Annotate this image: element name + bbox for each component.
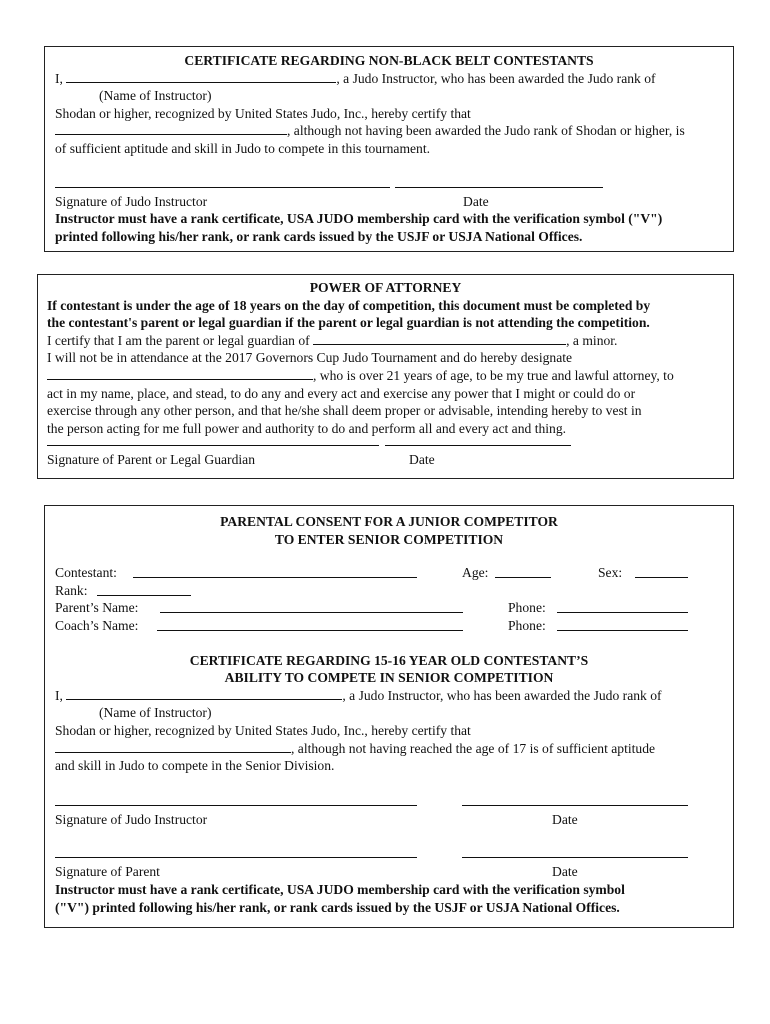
date-label: Date xyxy=(463,193,489,209)
contestant-line xyxy=(55,740,723,758)
text: I certify that I am the parent or legal guardian of xyxy=(47,332,310,348)
signature-row xyxy=(47,437,724,451)
text: , although not having been awarded the Judo rank of Shodan or higher, is xyxy=(287,123,685,139)
contestant-name-field[interactable] xyxy=(55,122,287,135)
text: I, xyxy=(55,687,63,703)
note: ("V") printed following his/her rank, or rank cards issued by the USJF or USJA National Offices. xyxy=(55,899,620,915)
coach-label: Coach’s Name: xyxy=(55,617,139,633)
instructor-name-field[interactable] xyxy=(66,70,336,83)
signature-row xyxy=(55,175,723,193)
attorney-name-field[interactable] xyxy=(47,367,313,380)
instructor-signature-field[interactable] xyxy=(55,805,417,806)
instructor-name-field[interactable] xyxy=(66,687,342,700)
section-subtitle: ABILITY TO COMPETE IN SENIOR COMPETITION xyxy=(224,670,554,686)
age-field[interactable] xyxy=(495,577,551,578)
instructor-line xyxy=(55,70,723,88)
rank-row xyxy=(55,582,723,600)
signature-labels xyxy=(55,193,723,211)
minor-name-field[interactable] xyxy=(313,332,566,345)
text: act in my name, place, and stead, to do any and every act and exercise any power that I might or could do or xyxy=(47,385,636,401)
instruction: the contestant's parent or legal guardian if the parent or legal guardian is not attending the competition. xyxy=(47,315,650,331)
text: , a Judo Instructor, who has been awarded the Judo rank of xyxy=(336,70,656,86)
signature-label: Signature of Judo Instructor xyxy=(55,811,208,827)
date-field[interactable] xyxy=(385,445,571,446)
section-title: PARENTAL CONSENT FOR A JUNIOR COMPETITOR xyxy=(220,514,558,529)
text: of sufficient aptitude and skill in Judo to compete in this tournament. xyxy=(55,140,431,156)
instructor-line xyxy=(55,687,723,705)
section-title: CERTIFICATE REGARDING NON-BLACK BELT CONTESTANTS xyxy=(184,53,594,68)
text: , who is over 21 years of age, to be my true and lawful attorney, to xyxy=(313,367,674,383)
date-label: Date xyxy=(552,811,578,827)
text: , a minor. xyxy=(566,332,618,348)
parent-row xyxy=(55,599,723,617)
date-field[interactable] xyxy=(462,857,688,858)
signature-row xyxy=(55,845,723,863)
text: Shodan or higher, recognized by United States Judo, Inc., hereby certify that xyxy=(55,105,471,121)
text: I will not be in attendance at the 2017 Governors Cup Judo Tournament and do hereby designate xyxy=(47,350,573,366)
date-label: Date xyxy=(409,452,435,468)
coach-name-field[interactable] xyxy=(157,630,463,631)
contestant-field[interactable] xyxy=(133,577,417,578)
name-caption: (Name of Instructor) xyxy=(99,88,212,104)
signature-field[interactable] xyxy=(55,187,390,188)
section-title: POWER OF ATTORNEY xyxy=(309,280,462,295)
sex-field[interactable] xyxy=(635,577,688,578)
age-label: Age: xyxy=(462,565,489,581)
phone-label: Phone: xyxy=(508,600,546,616)
signature-row xyxy=(55,793,723,811)
name-caption: (Name of Instructor) xyxy=(99,705,212,721)
contestant-label: Contestant: xyxy=(55,565,117,581)
signature-labels xyxy=(47,451,724,469)
note: Instructor must have a rank certificate, USA JUDO membership card with the verification symbol xyxy=(55,881,625,897)
text: exercise through any other person, and that he/she shall deem proper or advisable, intending hereby to vest in xyxy=(47,403,642,419)
date-field[interactable] xyxy=(395,187,603,188)
signature-field[interactable] xyxy=(47,445,379,446)
coach-row xyxy=(55,617,723,635)
power-of-attorney xyxy=(37,274,734,479)
section-title: CERTIFICATE REGARDING 15-16 YEAR OLD CONTESTANT’S xyxy=(189,652,589,668)
signature-labels xyxy=(55,863,723,881)
contestant-name-field[interactable] xyxy=(55,740,291,753)
date-field[interactable] xyxy=(462,805,688,806)
coach-phone-field[interactable] xyxy=(557,630,688,631)
note: printed following his/her rank, or rank cards issued by the USJF or USJA National Offices. xyxy=(55,228,583,244)
guardian-line xyxy=(47,332,724,350)
signature-labels xyxy=(55,811,723,829)
parent-label: Parent’s Name: xyxy=(55,600,139,616)
attorney-line xyxy=(47,367,724,385)
contestant-line xyxy=(55,122,723,140)
parent-phone-field[interactable] xyxy=(557,612,688,613)
non-black-belt-certificate xyxy=(44,46,734,252)
rank-field[interactable] xyxy=(97,595,191,596)
instruction: If contestant is under the age of 18 years on the day of competition, this document must be completed by xyxy=(47,297,651,313)
date-label: Date xyxy=(552,864,578,880)
section-subtitle: TO ENTER SENIOR COMPETITION xyxy=(274,531,504,547)
contestant-row xyxy=(55,564,723,582)
text: , although not having reached the age of 17 is of sufficient aptitude xyxy=(291,740,656,756)
signature-label: Signature of Parent xyxy=(55,864,160,880)
text: , a Judo Instructor, who has been awarded the Judo rank of xyxy=(342,687,662,703)
signature-label: Signature of Judo Instructor xyxy=(55,193,208,209)
note: Instructor must have a rank certificate, USA JUDO membership card with the verification symbol ("V") xyxy=(55,211,663,227)
rank-label: Rank: xyxy=(55,582,88,598)
text: Shodan or higher, recognized by United States Judo, Inc., hereby certify that xyxy=(55,722,471,738)
text: I, xyxy=(55,70,63,86)
sex-label: Sex: xyxy=(598,565,623,581)
signature-label: Signature of Parent or Legal Guardian xyxy=(47,452,255,468)
parent-name-field[interactable] xyxy=(160,612,463,613)
parental-consent xyxy=(44,505,734,928)
text: and skill in Judo to compete in the Senior Division. xyxy=(55,758,335,774)
text: the person acting for me full power and authority to do and perform all and every act and thing. xyxy=(47,420,567,436)
parent-signature-field[interactable] xyxy=(55,857,417,858)
phone-label: Phone: xyxy=(508,617,546,633)
